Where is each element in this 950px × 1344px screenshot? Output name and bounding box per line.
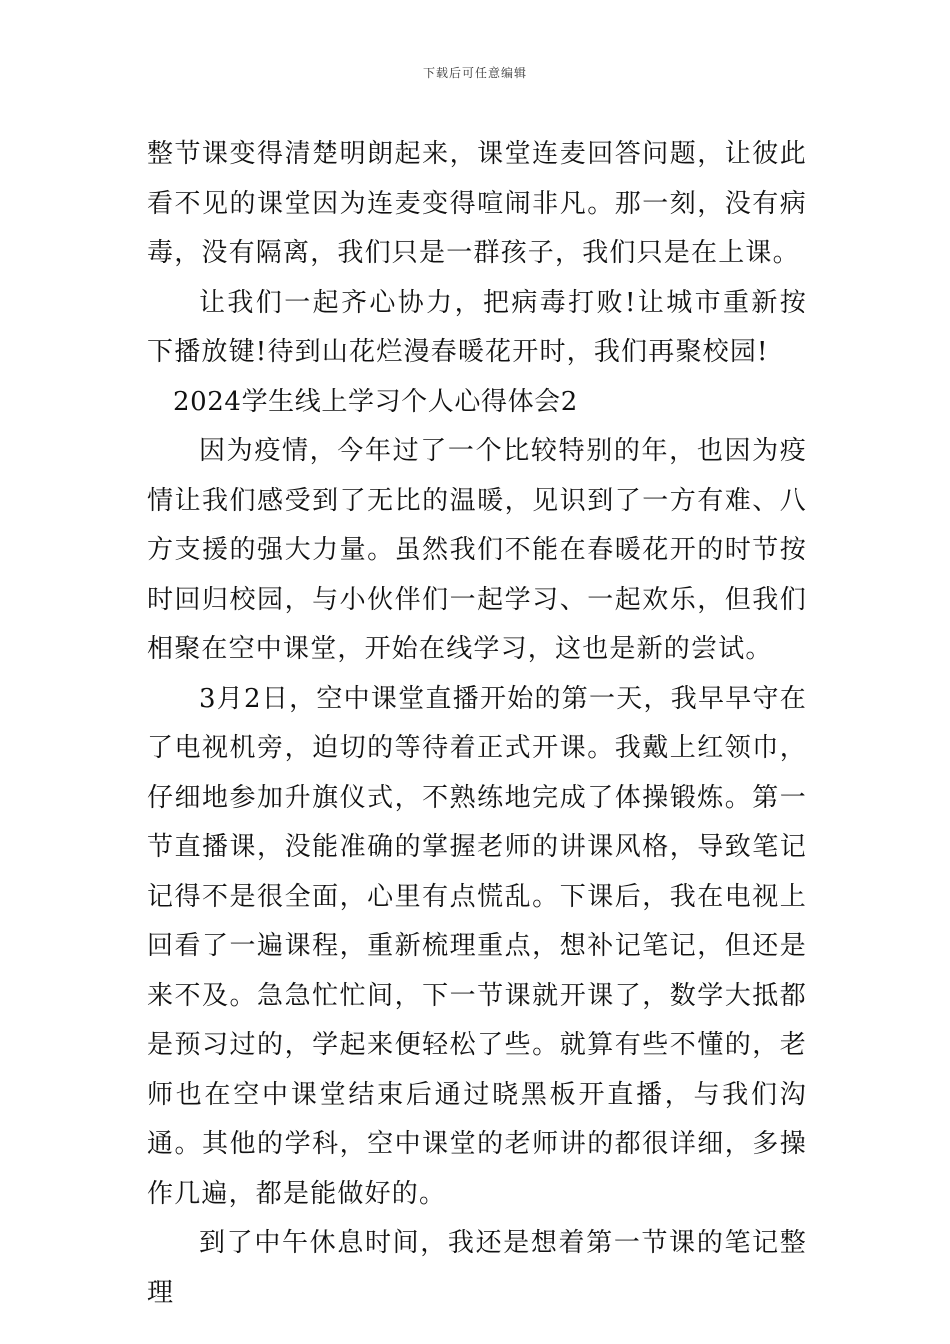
paragraph-first-day: 3月2日，空中课堂直播开始的第一天，我早早守在了电视机旁，迫切的等待着正式开课。我戴上红领巾，仔细地参加升旗仪式，不熟练地完成了体操锻炼。第一节直播课，没能准确的掌握老师的讲课风格，导致笔记记得不是很全面，心里有点慌乱。下课后，我在电视上回看了一遍课程，重新梳理重点，想补记笔记，但还是来不及。急急忙忙间，下一节课就开课了，数学大抵都是预习过的，学起来便轻松了些。就算有些不懂的，老师也在空中课堂结束后通过晓黑板开直播，与我们沟通。其他的学科，空中课堂的老师讲的都很详细，多操作几遍，都是能做好的。 [147, 683, 807, 1209]
paragraph-noon: 到了中午休息时间，我还是想着第一节课的笔记整理 [147, 1228, 807, 1308]
paragraph-continuation: 整节课变得清楚明朗起来，课堂连麦回答问题，让彼此看不见的课堂因为连麦变得喧闹非凡。那一刻，没有病毒，没有隔离，我们只是一群孩子，我们只是在上课。 [147, 139, 807, 268]
page-header-note: 下载后可任意编辑 [422, 66, 527, 80]
paragraph-intro: 因为疫情，今年过了一个比较特别的年，也因为疫情让我们感受到了无比的温暖，见识到了一方有难、八方支援的强大力量。虽然我们不能在春暖花开的时节按时回归校园，与小伙伴们一起学习、一起欢乐，但我们相聚在空中课堂，开始在线学习，这也是新的尝试。 [147, 436, 807, 664]
paragraph-call-to-action: 让我们一起齐心协力，把病毒打败!让城市重新按下播放键!待到山花烂漫春暖花开时，我们再聚校园! [147, 287, 807, 367]
document-body [147, 130, 807, 1318]
section-title: 2024学生线上学习个人心得体会2 [173, 386, 578, 417]
